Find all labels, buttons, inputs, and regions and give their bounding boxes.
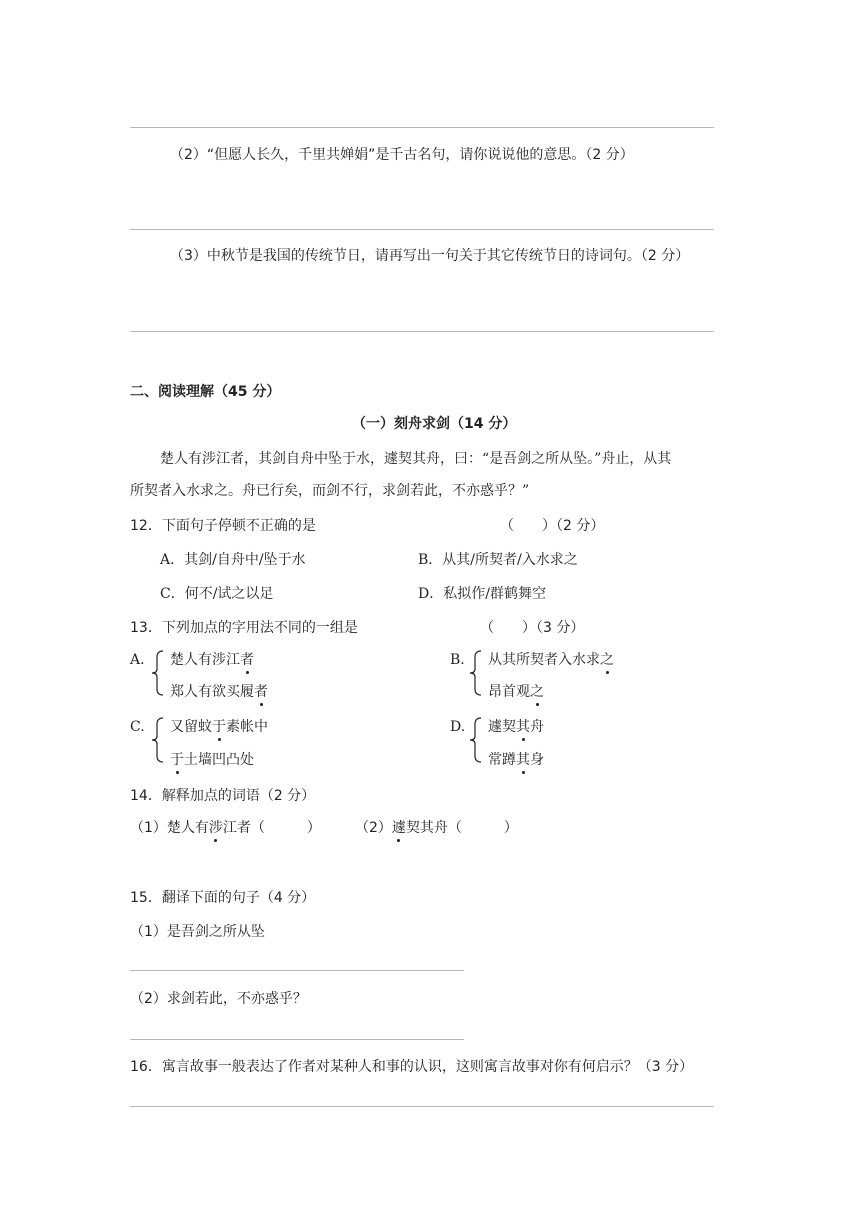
answer-bracket[interactable]: （ ）（2 分） — [500, 518, 605, 534]
option-d-line-2: 常蹲其身 — [488, 752, 544, 768]
option-b[interactable]: B．从其/所契者/入水求之 — [418, 552, 578, 568]
passage-line: 所契者入水求之。舟已行矣，而剑不行，求剑若此，不亦惑乎？” — [130, 483, 530, 499]
dotted-character: 于 — [212, 719, 226, 735]
option-d[interactable]: D．私拟作/群鹤舞空 — [418, 586, 546, 602]
option-a[interactable]: A．其剑/自舟中/坠于水 — [160, 552, 306, 568]
brace-icon — [150, 717, 164, 763]
dotted-character: 遽 — [391, 820, 406, 836]
option-c-label[interactable]: C. — [130, 719, 145, 735]
dotted-character: 于 — [170, 752, 184, 768]
dotted-character: 涉 — [208, 820, 223, 836]
answer-line[interactable] — [130, 127, 714, 128]
option-d-line-1: 遽契其舟 — [488, 719, 544, 735]
option-d-label[interactable]: D. — [450, 719, 466, 735]
question-13-stem: 13．下列加点的字用法不同的一组是 — [130, 620, 358, 636]
option-b-line-1: 从其所契者入水求之 — [488, 652, 614, 668]
dotted-character: 者 — [240, 652, 254, 668]
option-b-line-2: 昂首观之 — [488, 684, 544, 700]
question-12-stem: 12．下面句子停顿不正确的是 — [130, 518, 316, 534]
question-11-part-2: （2）“但愿人长久，千里共婵娟”是千古名句，请你说说他的意思。（2 分） — [170, 147, 634, 163]
answer-line[interactable] — [130, 1039, 464, 1040]
option-a-label[interactable]: A. — [130, 652, 145, 668]
dotted-character: 者 — [254, 684, 268, 700]
question-11-part-3: （3）中秋节是我国的传统节日，请再写出一句关于其它传统节日的诗词句。（2 分） — [170, 248, 690, 264]
option-c[interactable]: C．何不/试之以足 — [160, 586, 274, 602]
question-15-sentence-2: （2）求剑若此，不亦惑乎？ — [130, 991, 307, 1007]
dotted-character: 之 — [530, 684, 544, 700]
brace-icon — [150, 650, 164, 696]
option-c-line-1: 又留蚊于素帐中 — [170, 719, 268, 735]
question-14-stem: 14．解释加点的词语（2 分） — [130, 788, 316, 804]
question-15-stem: 15．翻译下面的句子（4 分） — [130, 890, 316, 906]
question-14-item-1[interactable]: （1）楚人有涉江者（ ） — [130, 820, 321, 836]
answer-line[interactable] — [130, 970, 464, 971]
option-c-line-2: 于土墙凹凸处 — [170, 752, 254, 768]
option-a-line-1: 楚人有涉江者 — [170, 652, 254, 668]
answer-line[interactable] — [130, 229, 714, 230]
dotted-character: 其 — [516, 752, 530, 768]
dotted-character: 其 — [516, 719, 530, 735]
question-14-item-2[interactable]: （2）遽契其舟（ ） — [355, 820, 518, 836]
answer-line[interactable] — [130, 1106, 714, 1107]
option-a-line-2: 郑人有欲买履者 — [170, 684, 268, 700]
section-title: 二、阅读理解（45 分） — [130, 384, 281, 400]
answer-line[interactable] — [130, 331, 714, 332]
dotted-character: 之 — [600, 652, 614, 668]
option-b-label[interactable]: B. — [450, 652, 465, 668]
brace-icon — [468, 650, 482, 696]
brace-icon — [468, 717, 482, 763]
passage-title: （一）刻舟求剑（14 分） — [352, 416, 517, 432]
question-15-sentence-1: （1）是吾剑之所从坠 — [130, 924, 265, 940]
question-16-stem: 16．寓言故事一般表达了作者对某种人和事的认识，这则寓言故事对你有何启示？（3 分） — [130, 1059, 694, 1075]
passage-line: 楚人有涉江者，其剑自舟中坠于水，遽契其舟，曰：“是吾剑之所从坠。”舟止，从其 — [160, 451, 672, 467]
answer-bracket[interactable]: （ ）（3 分） — [480, 620, 585, 636]
